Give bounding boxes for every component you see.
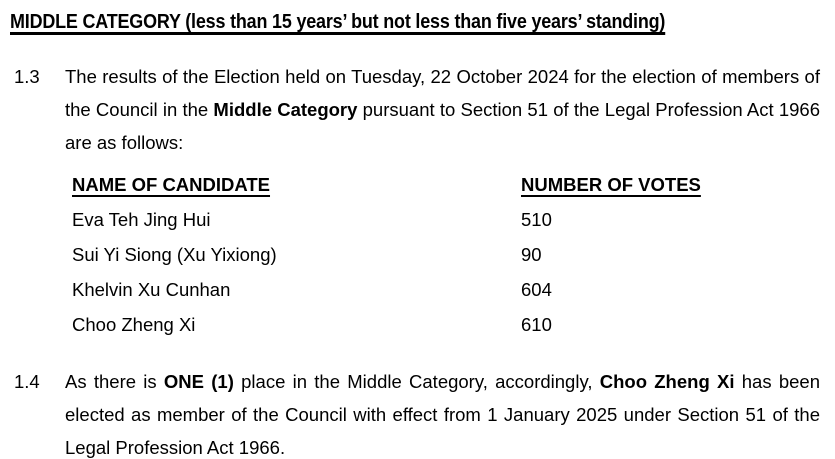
paragraph-segment-bold: ONE (1) <box>163 371 234 392</box>
paragraph-segment: place in the Middle Category, accordingly, <box>233 371 600 392</box>
paragraph-number: 1.4 <box>14 371 40 392</box>
paragraph-text <box>65 365 820 459</box>
votes-cell: 90 <box>521 244 542 265</box>
votes-cell: 510 <box>521 209 552 230</box>
results-table <box>72 167 820 342</box>
paragraph-text <box>65 60 820 159</box>
paragraph-segment-bold: Choo Zheng Xi <box>599 371 735 392</box>
candidate-name-cell: Sui Yi Siong (Xu Yixiong) <box>72 244 277 265</box>
paragraph-segment: The results of the Election held on Tuesday, 22 October 2024 for the election of members of the Council in the <box>65 66 820 120</box>
paragraph-1-4 <box>10 365 820 459</box>
candidate-name-cell: Eva Teh Jing Hui <box>72 209 211 230</box>
table-row <box>72 307 820 342</box>
table-row <box>72 237 820 272</box>
name-of-candidate-header: NAME OF CANDIDATE <box>72 174 271 195</box>
paragraph-segment-bold: Middle Category <box>213 99 358 120</box>
votes-cell: 610 <box>521 314 552 335</box>
document-title: MIDDLE CATEGORY (less than 15 years’ but not less than five years’ standing) <box>10 10 666 33</box>
paragraph-segment: As there is <box>65 371 164 392</box>
table-row <box>72 202 820 237</box>
table-header-row <box>72 167 820 202</box>
paragraph-segment: has been elected as member of the Council with effect from 1 January 2025 under Section 51 of the Legal Profession Act 1966. <box>65 371 821 458</box>
votes-cell: 604 <box>521 279 552 300</box>
document-title-row <box>10 10 820 34</box>
table-row <box>72 272 820 307</box>
paragraph-number: 1.3 <box>14 66 40 87</box>
number-of-votes-header-cell <box>521 167 701 202</box>
number-of-votes-header: NUMBER OF VOTES <box>521 174 701 195</box>
name-of-candidate-header-cell <box>72 167 521 202</box>
paragraph-1-3 <box>10 60 820 159</box>
candidate-name-cell: Choo Zheng Xi <box>72 314 196 335</box>
candidate-name-cell: Khelvin Xu Cunhan <box>72 279 231 300</box>
paragraph-segment: pursuant to Section 51 of the Legal Profession Act 1966 are as follows: <box>65 99 820 153</box>
